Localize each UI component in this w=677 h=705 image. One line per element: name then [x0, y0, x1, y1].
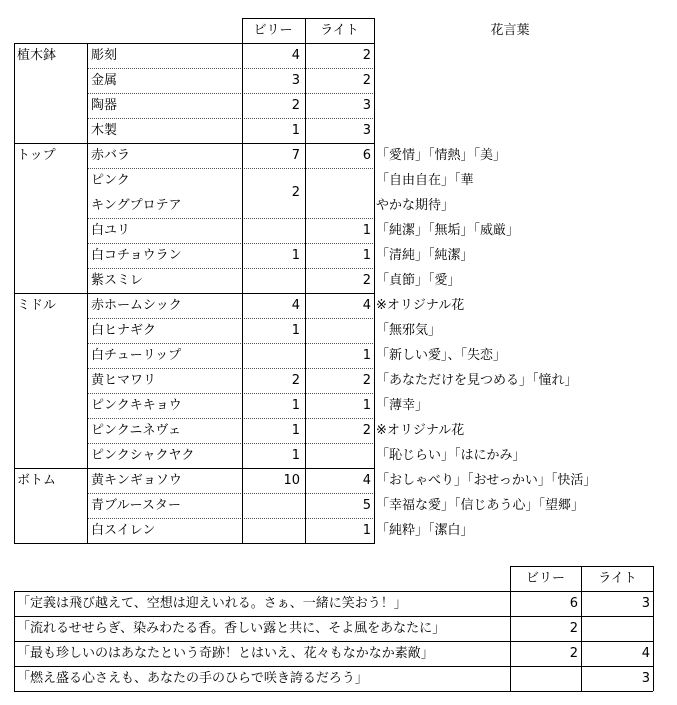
item-name: 白スイレン: [91, 523, 156, 538]
grid-line: [14, 591, 15, 691]
item-name: 黄キンギョソウ: [91, 473, 182, 488]
header-billy: ビリー: [525, 571, 565, 586]
billy-value: 1: [291, 448, 300, 463]
phrase-text: 「定義は飛び越えて、空想は迎えいれる。さぁ、一緒に笑おう！」: [17, 596, 407, 611]
light-value: 1: [362, 348, 371, 363]
item-name: ピンクキキョウ: [91, 398, 182, 413]
grid-line: [87, 493, 375, 494]
hanakotoba-text: 「幸福な愛」「信じあう心」「望郷」: [376, 498, 585, 513]
light-value: 2: [362, 273, 371, 288]
grid-line: [653, 566, 654, 691]
billy-value: 2: [291, 185, 300, 200]
light-value: 4: [362, 298, 371, 313]
light-value: 1: [362, 223, 371, 238]
hanakotoba-text: 「自由自在」「華: [376, 173, 474, 188]
phrase-text: 「最も珍しいのはあなたという奇跡！とはいえ、花々もなかなか素敵」: [17, 646, 434, 661]
grid-line: [87, 343, 375, 344]
light-value: 4: [362, 473, 371, 488]
hanakotoba-text: 「新しい愛」、「失恋」: [376, 348, 507, 363]
light-value: 6: [362, 148, 371, 163]
grid-line: [14, 666, 653, 667]
grid-line: [305, 18, 306, 543]
item-name: 黄ヒマワリ: [91, 373, 157, 388]
hanakotoba-text: 「恥じらい」「はにかみ」: [376, 448, 526, 463]
grid-line: [87, 393, 375, 394]
light-value: 2: [362, 73, 371, 88]
item-name: ピンクシャクヤク: [91, 448, 195, 463]
grid-line: [87, 443, 375, 444]
light-value: 1: [362, 398, 371, 413]
grid-line: [87, 93, 375, 94]
billy-value: 3: [291, 73, 300, 88]
group-middle: ミドル: [17, 298, 57, 313]
billy-value: 4: [291, 48, 300, 63]
light-value: 2: [362, 48, 371, 63]
item-name: ピンクニネヴェ: [91, 423, 181, 438]
grid-line: [87, 68, 375, 69]
hanakotoba-text: 「純粋」「潔白」: [376, 523, 474, 538]
item-name: 彫刻: [91, 48, 118, 63]
hanakotoba-text: 「愛情」「情熱」「美」: [376, 148, 507, 163]
hanakotoba-text: 「純潔」「無垢」「威厳」: [376, 223, 520, 238]
grid-line: [14, 591, 653, 592]
hanakotoba-text: 「おしゃべり」「おせっかい」「快活」: [376, 473, 597, 488]
grid-line: [14, 468, 375, 469]
hanakotoba-text: 「無邪気」: [376, 323, 442, 338]
grid-line: [510, 566, 511, 691]
billy-value: 2: [291, 373, 300, 388]
hanakotoba-text: 「薄幸」: [376, 398, 429, 413]
grid-line: [242, 18, 243, 543]
light-value: [305, 318, 371, 343]
hanakotoba-text: 「貞節」「愛」: [376, 273, 461, 288]
billy-value: 1: [291, 123, 300, 138]
light-value: 1: [362, 248, 371, 263]
group-top: トップ: [17, 148, 56, 163]
billy-value: 10: [283, 473, 300, 488]
grid-line: [87, 43, 88, 543]
group-bottom: ボトム: [17, 473, 57, 488]
grid-line: [242, 18, 375, 19]
billy-value: 7: [291, 148, 300, 163]
grid-line: [87, 218, 375, 219]
item-name: 陶器: [91, 98, 118, 113]
billy-value: [242, 343, 300, 368]
grid-line: [87, 418, 375, 419]
hanakotoba-text: 「あなただけを見つめる」「憧れ」: [376, 373, 578, 388]
billy-value: [242, 218, 300, 243]
hanakotoba-text: やかな期待」: [376, 198, 455, 213]
phrase-text: 「流れるせせらぎ、染みわたる香。香しい露と共に、そよ風をあなたに」: [17, 621, 446, 636]
grid-line: [14, 616, 653, 617]
grid-line: [14, 691, 653, 692]
grid-line: [14, 293, 375, 294]
phrase-text: 「燃え盛る心さえも、あなたの手のひらで咲き誇るだろう」: [17, 671, 368, 686]
billy-value: 1: [291, 323, 300, 338]
billy-value: [510, 666, 578, 691]
item-name: 赤ホームシック: [91, 298, 182, 313]
item-name: 赤バラ: [91, 148, 131, 163]
header-light: ライト: [598, 571, 637, 586]
grid-line: [87, 518, 375, 519]
billy-value: 2: [291, 98, 300, 113]
header-billy: ビリー: [253, 23, 293, 38]
item-name: ピンク: [91, 173, 130, 188]
grid-line: [87, 318, 375, 319]
item-name: 白ヒナギク: [91, 323, 157, 338]
grid-line: [14, 143, 375, 144]
grid-line: [581, 566, 582, 691]
billy-value: [242, 268, 300, 293]
grid-line: [14, 43, 375, 44]
light-value: 3: [362, 98, 371, 113]
billy-value: 2: [569, 646, 578, 661]
grid-line: [87, 268, 375, 269]
grid-line: [87, 243, 375, 244]
item-name: キングプロテア: [91, 198, 182, 213]
light-value: 3: [641, 671, 650, 686]
hanakotoba-text: ※オリジナル花: [376, 298, 465, 313]
grid-line: [87, 118, 375, 119]
light-value: [582, 616, 650, 641]
header-light: ライト: [320, 23, 359, 38]
item-name: 紫スミレ: [91, 273, 144, 288]
hanakotoba-text: 「清純」「純潔」: [376, 248, 474, 263]
item-name: 木製: [91, 123, 118, 138]
grid-line: [374, 18, 375, 543]
grid-line: [14, 43, 15, 543]
light-value: 5: [362, 498, 371, 513]
light-value: 3: [362, 123, 371, 138]
billy-value: [242, 518, 300, 543]
billy-value: 6: [569, 596, 578, 611]
item-name: 白ユリ: [91, 223, 131, 238]
item-name: 金属: [91, 73, 118, 88]
hanakotoba-text: ※オリジナル花: [376, 423, 465, 438]
billy-value: 1: [291, 423, 300, 438]
light-value: 2: [362, 373, 371, 388]
light-value: 4: [641, 646, 650, 661]
grid-line: [14, 641, 653, 642]
header-hanakotoba: 花言葉: [490, 23, 530, 38]
light-value: 2: [362, 423, 371, 438]
light-value: 3: [641, 596, 650, 611]
group-planter: 植木鉢: [17, 48, 57, 63]
billy-value: 2: [569, 621, 578, 636]
light-value: 1: [362, 523, 371, 538]
item-name: 青ブルースター: [91, 498, 181, 513]
billy-value: 1: [291, 248, 300, 263]
light-value: [305, 443, 371, 468]
billy-value: 1: [291, 398, 300, 413]
billy-value: 4: [291, 298, 300, 313]
grid-line: [14, 543, 375, 544]
billy-value: [242, 493, 300, 518]
item-name: 白コチョウラン: [91, 248, 182, 263]
grid-line: [87, 368, 375, 369]
grid-line: [87, 168, 375, 169]
item-name: 白チューリップ: [91, 348, 182, 363]
